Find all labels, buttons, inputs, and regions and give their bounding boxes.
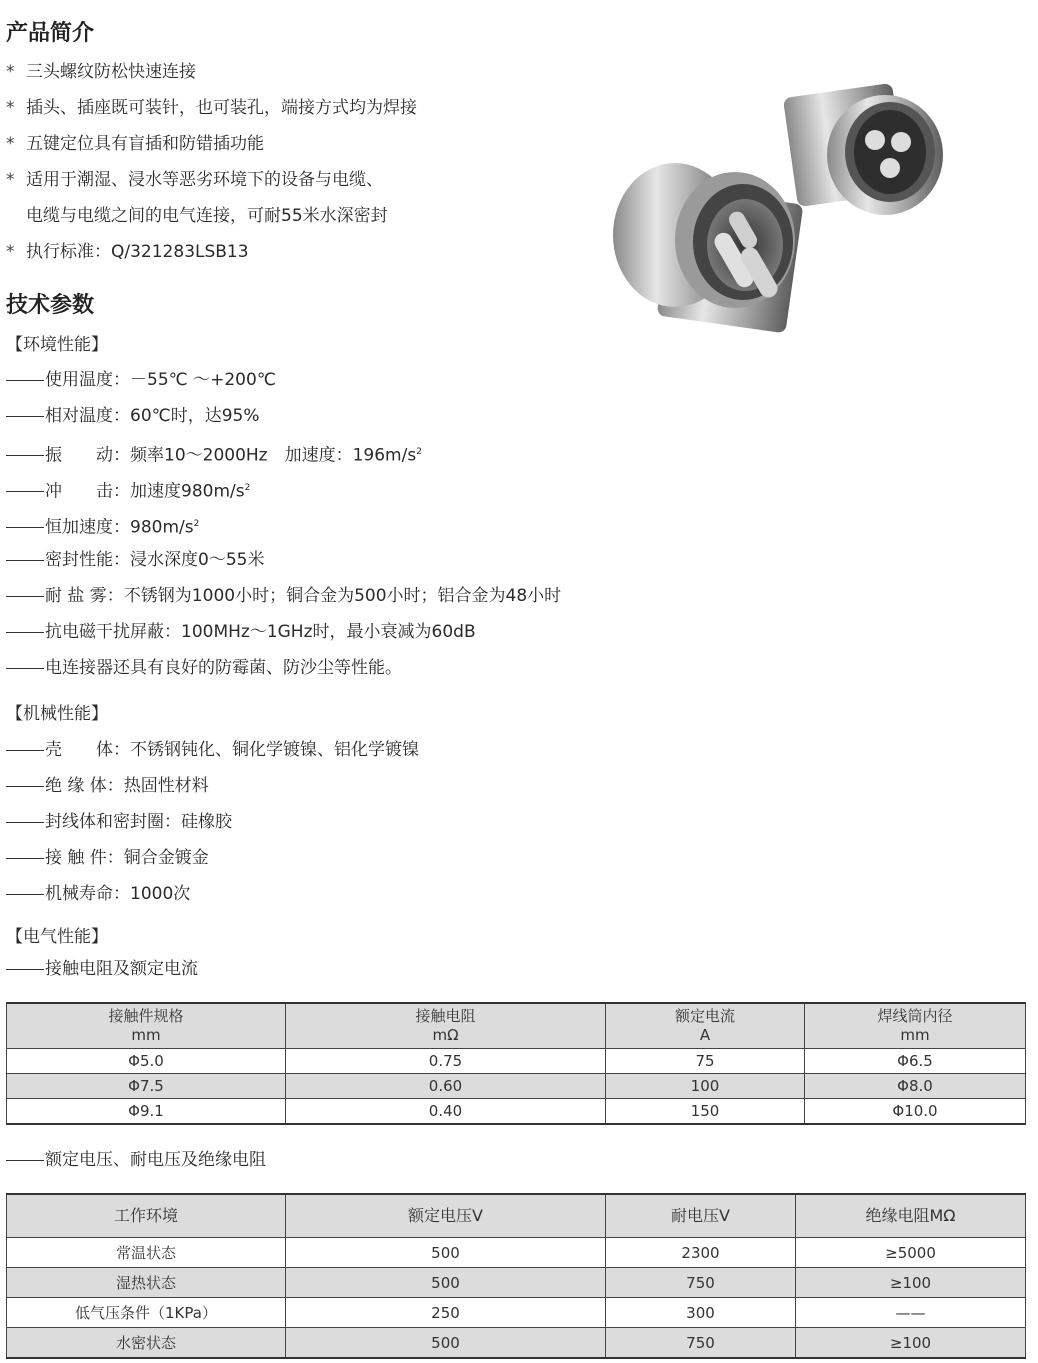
bullet-icon: * bbox=[6, 134, 15, 154]
intro-item bbox=[6, 241, 249, 263]
header-cell: 工作环境 bbox=[7, 1194, 286, 1238]
param-text: 机械寿命：1000次 bbox=[45, 884, 191, 904]
table-row bbox=[7, 1298, 1026, 1328]
table-row bbox=[7, 1328, 1026, 1359]
dash-line bbox=[6, 1160, 44, 1161]
intro-item bbox=[6, 97, 417, 119]
cell: 0.75 bbox=[286, 1049, 606, 1074]
cell: 0.40 bbox=[286, 1099, 606, 1125]
cell: 常温状态 bbox=[7, 1238, 286, 1268]
param-text: 使用温度：－55℃ ～+200℃ bbox=[45, 370, 276, 390]
elec-heading: 【电气性能】 bbox=[6, 927, 108, 947]
param-line bbox=[6, 585, 561, 607]
intro-item bbox=[6, 133, 264, 155]
elec-sub-voltage bbox=[6, 1149, 266, 1171]
cell: 75 bbox=[606, 1049, 805, 1074]
dash-line bbox=[6, 894, 44, 895]
cell: 水密状态 bbox=[7, 1328, 286, 1359]
cell: Φ6.5 bbox=[805, 1049, 1026, 1074]
param-line bbox=[6, 369, 276, 391]
cell: Φ5.0 bbox=[7, 1049, 286, 1074]
env-heading: 【环境性能】 bbox=[6, 335, 108, 355]
param-text: 耐 盐 雾：不锈钢为1000小时；铜合金为500小时；铝合金为48小时 bbox=[45, 586, 562, 606]
dash-line bbox=[6, 822, 44, 823]
bullet-icon: * bbox=[6, 98, 15, 118]
section-title-tech: 技术参数 bbox=[6, 293, 95, 318]
cell: ≥100 bbox=[796, 1268, 1026, 1298]
bullet-icon: * bbox=[6, 170, 15, 190]
param-text: 额定电压、耐电压及绝缘电阻 bbox=[45, 1150, 266, 1170]
cell: Φ7.5 bbox=[7, 1074, 286, 1099]
cell: 500 bbox=[286, 1238, 606, 1268]
param-line bbox=[6, 405, 260, 427]
cell: 750 bbox=[606, 1328, 796, 1359]
table-header bbox=[7, 1003, 1026, 1049]
table-header bbox=[7, 1194, 1026, 1238]
param-line bbox=[6, 549, 264, 571]
intro-text: 五键定位具有盲插和防错插功能 bbox=[26, 134, 264, 154]
cell: 500 bbox=[286, 1268, 606, 1298]
connector-product-photo bbox=[605, 80, 950, 335]
elec-sub-contact bbox=[6, 958, 198, 980]
intro-item-continued: 电缆与电缆之间的电气连接，可耐55米水深密封 bbox=[26, 206, 388, 226]
dash-line bbox=[6, 668, 44, 669]
superscript: 2 bbox=[193, 519, 200, 529]
param-line bbox=[6, 441, 422, 467]
param-text: 封线体和密封圈：硅橡胶 bbox=[45, 812, 232, 832]
header-cell: 焊线筒内径 mm bbox=[805, 1003, 1026, 1049]
contact-resistance-table bbox=[6, 1002, 1026, 1125]
param-line bbox=[6, 477, 250, 503]
param-text: 接触电阻及额定电流 bbox=[45, 959, 198, 979]
param-text: 抗电磁干扰屏蔽：100MHz～1GHz时，最小衰减为60dB bbox=[45, 622, 476, 642]
cell: 2300 bbox=[606, 1238, 796, 1268]
superscript: 2 bbox=[416, 447, 422, 457]
dash-line bbox=[6, 560, 44, 561]
dash-line bbox=[6, 491, 44, 492]
intro-text: 执行标准：Q/321283LSB13 bbox=[26, 242, 249, 262]
param-line bbox=[6, 811, 232, 833]
cell: 0.60 bbox=[286, 1074, 606, 1099]
intro-item bbox=[6, 61, 196, 83]
param-line bbox=[6, 847, 209, 869]
dash-line bbox=[6, 750, 44, 751]
dash-line bbox=[6, 527, 44, 528]
intro-text: 三头螺纹防松快速连接 bbox=[26, 62, 196, 82]
cell: Φ10.0 bbox=[805, 1099, 1026, 1125]
header-cell: 额定电压V bbox=[286, 1194, 606, 1238]
bullet-icon: * bbox=[6, 62, 15, 82]
param-text: 壳 体：不锈钢钝化、铜化学镀镍、铝化学镀镍 bbox=[45, 740, 419, 760]
dash-line bbox=[6, 455, 44, 456]
intro-text: 适用于潮湿、浸水等恶劣环境下的设备与电缆、 bbox=[26, 170, 383, 190]
param-line bbox=[6, 657, 402, 679]
cell: Φ8.0 bbox=[805, 1074, 1026, 1099]
header-cell: 额定电流 A bbox=[606, 1003, 805, 1049]
cell: ≥100 bbox=[796, 1328, 1026, 1359]
param-line bbox=[6, 775, 209, 797]
param-text: 电连接器还具有良好的防霉菌、防沙尘等性能。 bbox=[45, 658, 402, 678]
cell: 500 bbox=[286, 1328, 606, 1359]
dash-line bbox=[6, 596, 44, 597]
cell: —— bbox=[796, 1298, 1026, 1328]
dash-line bbox=[6, 632, 44, 633]
cell: Φ9.1 bbox=[7, 1099, 286, 1125]
intro-text: 插头、插座既可装针，也可装孔，端接方式均为焊接 bbox=[26, 98, 417, 118]
table-row bbox=[7, 1049, 1026, 1074]
cell: 750 bbox=[606, 1268, 796, 1298]
param-line bbox=[6, 513, 199, 539]
cell: 300 bbox=[606, 1298, 796, 1328]
cell: 150 bbox=[606, 1099, 805, 1125]
section-title-intro: 产品简介 bbox=[6, 21, 95, 46]
param-text: 冲 击：加速度980m/s bbox=[45, 481, 245, 502]
table-row bbox=[7, 1238, 1026, 1268]
table-row bbox=[7, 1268, 1026, 1298]
header-cell: 接触电阻 mΩ bbox=[286, 1003, 606, 1049]
voltage-insulation-table bbox=[6, 1193, 1026, 1359]
bullet-icon: * bbox=[6, 242, 15, 262]
dash-line bbox=[6, 969, 44, 970]
intro-item bbox=[6, 169, 383, 191]
cell: 低气压条件（1KPa） bbox=[7, 1298, 286, 1328]
cell: 100 bbox=[606, 1074, 805, 1099]
mech-heading: 【机械性能】 bbox=[6, 704, 108, 724]
cell: 250 bbox=[286, 1298, 606, 1328]
table-row bbox=[7, 1074, 1026, 1099]
param-text: 振 动：频率10～2000Hz 加速度：196m/s bbox=[45, 445, 417, 466]
header-cell: 接触件规格 mm bbox=[7, 1003, 286, 1049]
dash-line bbox=[6, 858, 44, 859]
dash-line bbox=[6, 380, 44, 381]
cell: ≥5000 bbox=[796, 1238, 1026, 1268]
param-line bbox=[6, 739, 419, 761]
param-line bbox=[6, 883, 190, 905]
param-text: 绝 缘 体：热固性材料 bbox=[45, 776, 209, 796]
header-cell: 绝缘电阻MΩ bbox=[796, 1194, 1026, 1238]
param-text: 密封性能：浸水深度0～55米 bbox=[45, 550, 265, 570]
dash-line bbox=[6, 786, 44, 787]
cell: 湿热状态 bbox=[7, 1268, 286, 1298]
dash-line bbox=[6, 416, 44, 417]
param-line bbox=[6, 621, 476, 643]
param-text: 恒加速度：980m/s bbox=[45, 517, 194, 538]
param-text: 接 触 件：铜合金镀金 bbox=[45, 848, 209, 868]
param-text: 相对温度：60℃时，达95% bbox=[45, 406, 260, 426]
superscript: 2 bbox=[244, 483, 251, 493]
header-cell: 耐电压V bbox=[606, 1194, 796, 1238]
table-row bbox=[7, 1099, 1026, 1125]
